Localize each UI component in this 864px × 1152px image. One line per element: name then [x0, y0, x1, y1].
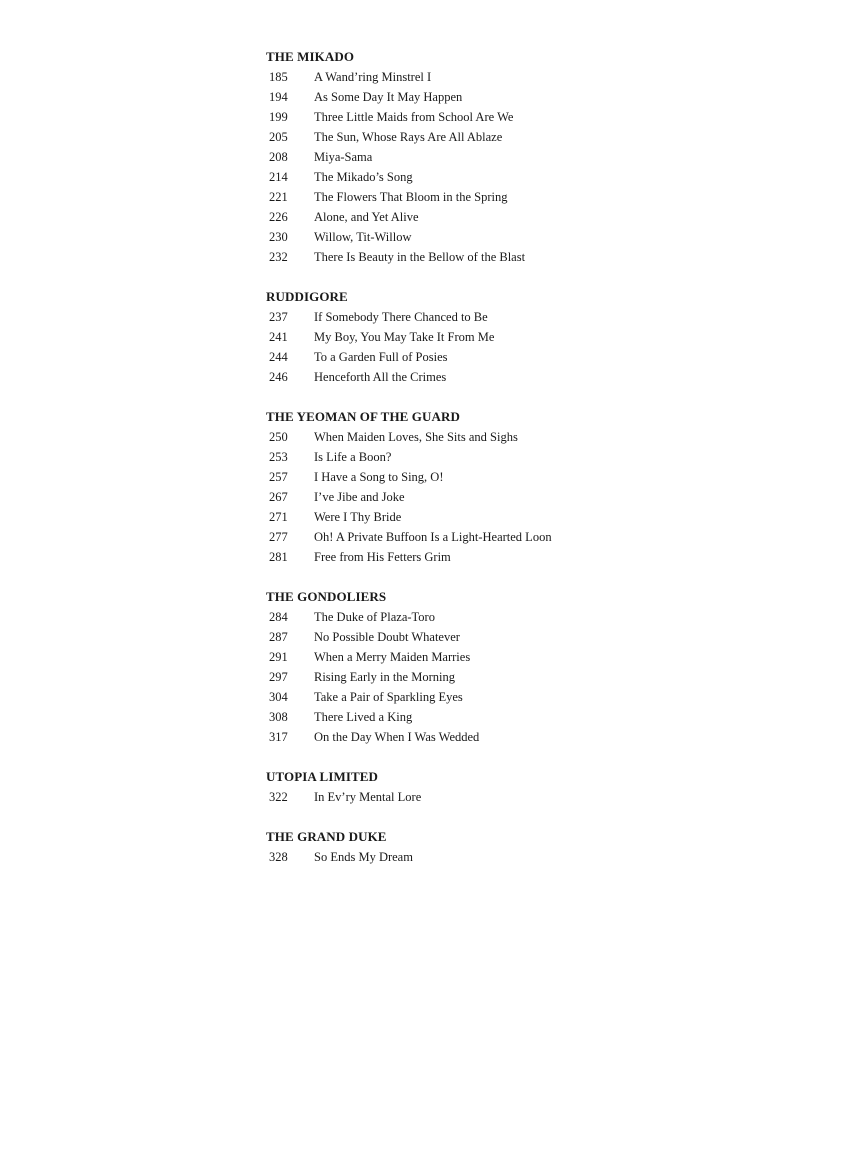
page-number: 226: [269, 210, 288, 224]
page-number: 287: [269, 630, 288, 644]
page-number: 304: [269, 690, 288, 704]
toc-entry: [266, 727, 552, 747]
song-title: Rising Early in the Morning: [314, 670, 455, 684]
page-number: 221: [269, 190, 288, 204]
song-title: The Mikado’s Song: [314, 170, 413, 184]
toc-section: [266, 47, 552, 267]
toc-entry: [266, 447, 552, 467]
toc-section: [266, 767, 552, 807]
page-number: 237: [269, 310, 288, 324]
toc-entry: [266, 67, 552, 87]
section-heading: RUDDIGORE: [266, 289, 348, 304]
toc-entry: [266, 207, 552, 227]
song-title: The Flowers That Bloom in the Spring: [314, 190, 508, 204]
toc-entry: [266, 247, 552, 267]
page-number: 281: [269, 550, 288, 564]
page-number: 253: [269, 450, 288, 464]
page-number: 297: [269, 670, 288, 684]
song-title: As Some Day It May Happen: [314, 90, 463, 104]
page-number: 257: [269, 470, 288, 484]
page-number: 205: [269, 130, 288, 144]
page-number: 317: [269, 730, 288, 744]
toc-entry: [266, 707, 552, 727]
song-title: The Duke of Plaza-Toro: [314, 610, 435, 624]
toc-entry: [266, 327, 552, 347]
song-title: So Ends My Dream: [314, 850, 413, 864]
toc-section: [266, 407, 552, 567]
toc-entry: [266, 607, 552, 627]
song-title: If Somebody There Chanced to Be: [314, 310, 488, 324]
song-title: When Maiden Loves, She Sits and Sighs: [314, 430, 518, 444]
toc-entry: [266, 307, 552, 327]
song-title: Henceforth All the Crimes: [314, 370, 447, 384]
song-title: Alone, and Yet Alive: [314, 210, 419, 224]
song-title: Free from His Fetters Grim: [314, 550, 451, 564]
section-heading: THE YEOMAN OF THE GUARD: [266, 409, 460, 424]
toc-entry: [266, 127, 552, 147]
page-number: 230: [269, 230, 288, 244]
page-number: 328: [269, 850, 288, 864]
page-number: 214: [269, 170, 288, 184]
page-number: 241: [269, 330, 288, 344]
page-number: 185: [269, 70, 288, 84]
toc-entry: [266, 667, 552, 687]
section-heading: THE MIKADO: [266, 49, 355, 64]
toc-entry: [266, 487, 552, 507]
toc-entry: [266, 187, 552, 207]
page-number: 246: [269, 370, 288, 384]
toc-entry: [266, 107, 552, 127]
page-number: 284: [269, 610, 288, 624]
page-number: 194: [269, 90, 288, 104]
section-heading: UTOPIA LIMITED: [266, 769, 379, 784]
toc-entry: [266, 787, 552, 807]
song-title: Take a Pair of Sparkling Eyes: [314, 690, 463, 704]
song-title: The Sun, Whose Rays Are All Ablaze: [314, 130, 503, 144]
toc-entry: [266, 507, 552, 527]
toc-entry: [266, 427, 552, 447]
page-number: 232: [269, 250, 288, 264]
page-number: 277: [269, 530, 288, 544]
song-title: On the Day When I Was Wedded: [314, 730, 480, 744]
page-number: 271: [269, 510, 288, 524]
page-number: 308: [269, 710, 288, 724]
page-number: 208: [269, 150, 288, 164]
song-title: I’ve Jibe and Joke: [314, 490, 405, 504]
toc-entry: [266, 87, 552, 107]
song-title: A Wand’ring Minstrel I: [314, 70, 432, 84]
song-title: No Possible Doubt Whatever: [314, 630, 460, 644]
toc-entry: [266, 547, 552, 567]
song-title: To a Garden Full of Posies: [314, 350, 448, 364]
song-title: Willow, Tit-Willow: [314, 230, 412, 244]
page-number: 244: [269, 350, 288, 364]
toc-section: [266, 587, 552, 747]
section-heading: THE GONDOLIERS: [266, 589, 387, 604]
toc-section: [266, 827, 552, 867]
page-number: 322: [269, 790, 288, 804]
toc-entry: [266, 527, 552, 547]
song-title: Were I Thy Bride: [314, 510, 402, 524]
song-title: In Ev’ry Mental Lore: [314, 790, 422, 804]
page-number: 291: [269, 650, 288, 664]
toc-section: [266, 287, 552, 387]
song-title: Oh! A Private Buffoon Is a Light-Hearted Loon: [314, 530, 552, 544]
page-number: 267: [269, 490, 288, 504]
song-title: There Is Beauty in the Bellow of the Blast: [314, 250, 526, 264]
page-number: 199: [269, 110, 288, 124]
song-title: There Lived a King: [314, 710, 413, 724]
section-heading: THE GRAND DUKE: [266, 829, 387, 844]
song-title: Is Life a Boon?: [314, 450, 392, 464]
song-title: I Have a Song to Sing, O!: [314, 470, 444, 484]
song-title: Three Little Maids from School Are We: [314, 110, 514, 124]
toc-entry: [266, 367, 552, 387]
toc-entry: [266, 467, 552, 487]
table-of-contents: [266, 47, 552, 887]
toc-entry: [266, 347, 552, 367]
toc-entry: [266, 687, 552, 707]
toc-entry: [266, 167, 552, 187]
page-number: 250: [269, 430, 288, 444]
toc-entry: [266, 647, 552, 667]
toc-entry: [266, 227, 552, 247]
song-title: Miya-Sama: [314, 150, 373, 164]
song-title: My Boy, You May Take It From Me: [314, 330, 495, 344]
toc-entry: [266, 627, 552, 647]
song-title: When a Merry Maiden Marries: [314, 650, 471, 664]
toc-entry: [266, 847, 552, 867]
toc-entry: [266, 147, 552, 167]
